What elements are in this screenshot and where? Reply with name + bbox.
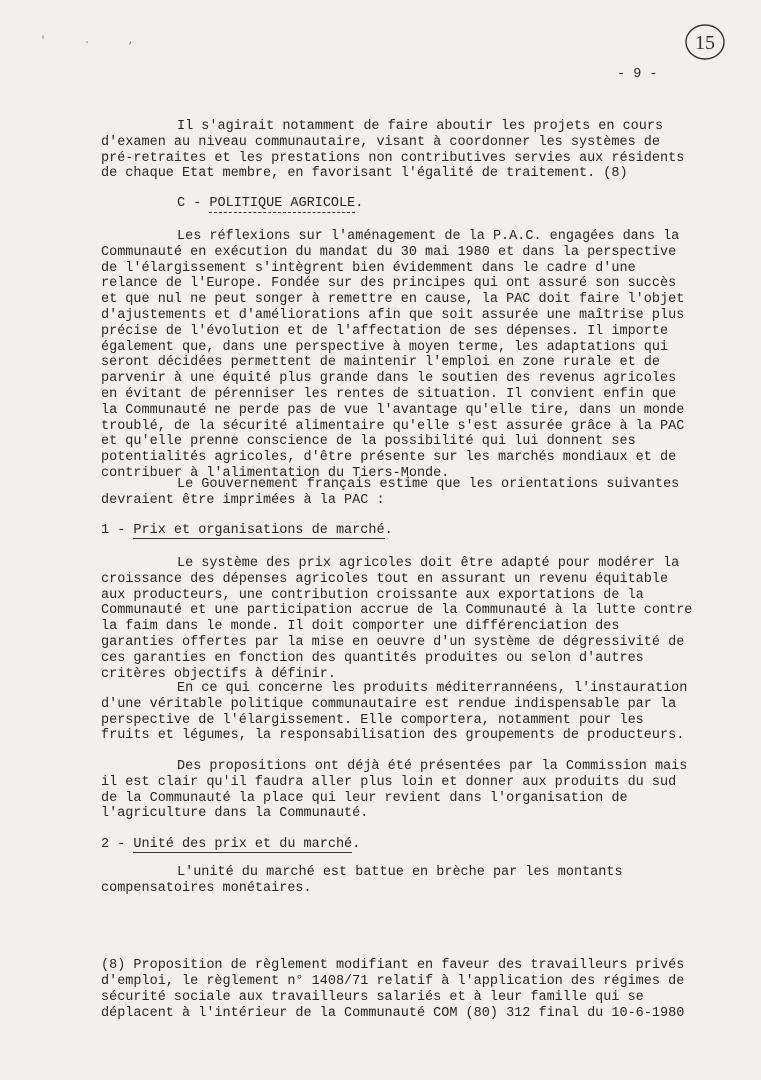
section-1-suffix: . xyxy=(384,523,393,538)
section-1-heading xyxy=(101,523,393,538)
section-1-prefix: 1 - xyxy=(101,523,134,538)
section-2-prefix: 2 - xyxy=(101,837,134,852)
section-2-suffix: . xyxy=(352,837,361,852)
section-1-title: Prix et organisations de marché xyxy=(133,523,385,538)
scan-specks: ' . , xyxy=(40,36,151,47)
section-c-heading xyxy=(177,196,363,211)
section-c-prefix: C - xyxy=(177,196,210,211)
paragraph-intro: Il s'agirait notamment de faire aboutir les projets en cours d'examen au niveau communautaire, visant à coordonner les systèmes de pré-retraites et les prestations non contributives servies aux résidents de chaque Etat membre, en favorisant l'égalité de traitement. (8) xyxy=(101,119,685,182)
page-number: - 9 - xyxy=(617,67,658,82)
paragraph-mediterraneens: En ce qui concerne les produits méditerrannéens, l'instauration d'une véritable politique communautaire est rendue indispensable par la perspective de l'élargissement. Elle comportera, notamment pour les fruits et légumes, la responsabilisation des groupements de producteurs. xyxy=(101,681,688,744)
paragraph-reflexions: Les réflexions sur l'aménagement de la P.A.C. engagées dans la Communauté en exécution du mandat du 30 mai 1980 et dans la perspective de l'élargissement s'intègrent bien évidemment dans le cadre d'une relance de l'Europe. Fondée sur des principes qui ont assuré son succès et que nul ne peut songer à remettre en cause, la PAC doit faire l'objet d'ajustements et d'améliorations afin que soit assurée une maîtrise plus précise de l'évolution et de l'affectation de ses dépenses. Il importe également que, dans une perspective à moyen terme, les adaptations qui seront décidées permettent de maintenir l'emploi en zone rurale et de parvenir à une équité plus grande dans le soutien des revenus agricoles en évitant de pérenniser les rentes de situation. Il convient enfin que la Communauté ne perde pas de vue l'avantage qu'elle tire, dans un monde troublé, de la sécurité alimentaire qu'elle s'est assurée grâce à la PAC et qu'elle prenne conscience de la possibilité qui lui donnent ses potentialités agricoles, d'être présente sur les marchés mondiaux et de contribuer à l'alimentation du Tiers-Monde. xyxy=(101,229,685,481)
paragraph-systeme: Le système des prix agricoles doit être adapté pour modérer la croissance des dépenses agricoles tout en assurant un revenu équitable aux producteurs, une contribution croissante aux exportations de la Communauté et une participation accrue de la Communauté à la lutte contre la faim dans le monde. Il doit comporter une différenciation des garanties offertes par la mise en oeuvre d'un système de dégressivité de ces garanties en fonction des quantités produites ou selon d'autres critères objectifs à définir. xyxy=(101,556,693,682)
page-stamp xyxy=(683,20,727,64)
stamp-number: 15 xyxy=(695,32,715,54)
paragraph-unite: L'unité du marché est battue en brèche par les montants compensatoires monétaires. xyxy=(101,865,623,896)
section-c-suffix: . xyxy=(355,196,364,211)
section-2-heading xyxy=(101,837,360,852)
footnote: (8) Proposition de règlement modifiant en faveur des travailleurs privés d'emploi, le règlement n° 1408/71 relatif à l'application des régimes de sécurité sociale aux travailleurs salariés et à leur famille qui se déplacent à l'intérieur de la Communauté COM (80) 312 final du 10-6-1980 xyxy=(101,958,685,1021)
section-c-title: POLITIQUE AGRICOLE xyxy=(209,196,356,211)
paragraph-gouvernement: Le Gouvernement français estime que les orientations suivantes devraient être imprimées à la PAC : xyxy=(101,477,680,508)
paragraph-propositions: Des propositions ont déjà été présentées par la Commission mais il est clair qu'il faudra aller plus loin et donner aux produits du sud de la Communauté la place qui leur revient dans l'organisation de l'agriculture dans la Communauté. xyxy=(101,759,688,822)
section-2-title: Unité des prix et du marché xyxy=(133,837,353,852)
